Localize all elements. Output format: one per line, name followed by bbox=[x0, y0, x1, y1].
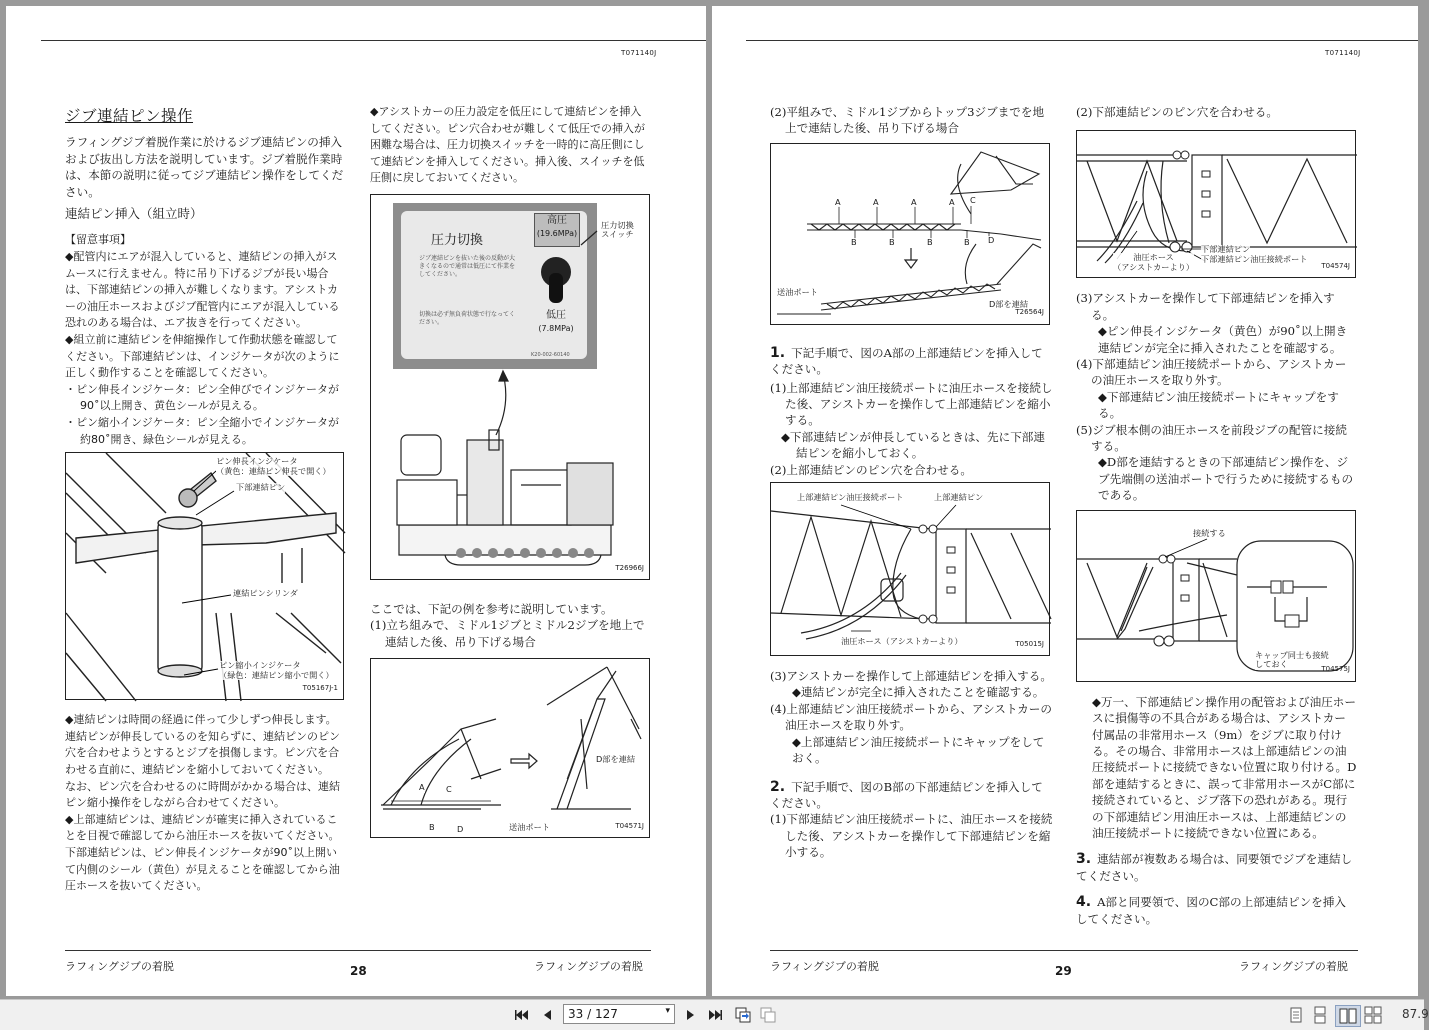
fig4-label-C: C bbox=[970, 194, 976, 205]
step-3-number: 3. bbox=[1076, 851, 1092, 868]
low-value: (7.8MPa) bbox=[538, 323, 574, 333]
step-1-text: 下記手順で、図のA部の上部連結ピンを挿入してください。 bbox=[770, 345, 1043, 377]
next-page-button[interactable] bbox=[682, 1005, 700, 1025]
vertical-assembly-drawing bbox=[371, 659, 651, 839]
fig4-label-A3: A bbox=[911, 196, 917, 207]
fig3-label-port: 送油ポート bbox=[509, 822, 550, 833]
chevron-down-icon: ▾ bbox=[665, 1006, 670, 1016]
single-page-view-button[interactable] bbox=[1286, 1005, 1306, 1025]
fig4-label-A1: A bbox=[835, 196, 841, 207]
figure-upper-pin bbox=[770, 482, 1050, 656]
right-page bbox=[712, 6, 1418, 996]
figure-id: T05015J bbox=[1015, 639, 1044, 648]
two-page-icon bbox=[1339, 1008, 1357, 1024]
fig4-label-B2: B bbox=[889, 236, 895, 247]
note-retract: なお、ピン穴を合わせるのに時間がかかる場合は、連結ピン縮小操作をしながら合わせてください。 bbox=[65, 779, 340, 810]
left-column-1 bbox=[65, 104, 345, 895]
fig4-label-B3: B bbox=[927, 236, 933, 247]
example-2: (2)平組みで、ミドル1ジブからトップ3ジブまでを地上で連結した後、吊り下げる場合 bbox=[770, 105, 1045, 136]
left-page bbox=[6, 6, 706, 996]
header-rule bbox=[41, 40, 706, 41]
step-2-text: 下記手順で、図のB部の下部連結ピンを挿入してください。 bbox=[770, 779, 1043, 810]
label-connect: 接続する bbox=[1193, 527, 1226, 538]
page-number: 28 bbox=[350, 964, 367, 978]
step-1 bbox=[770, 345, 1053, 378]
previous-page-icon bbox=[542, 1009, 552, 1021]
label-lower-pin: 下部連結ピン bbox=[236, 482, 286, 493]
assist-car-drawing bbox=[371, 195, 651, 581]
figure-hose-connection bbox=[1076, 510, 1356, 682]
step-1-note: ◆下部連結ピンが伸長しているときは、先に下部連結ピンを縮小しておく。 bbox=[781, 429, 1045, 461]
extract-button[interactable] bbox=[757, 1005, 779, 1025]
intro-text: ラフィングジブ着脱作業に於けるジブ連結ピンの挿入および抜出し方法を説明しています。ジブ着脱作業時は、本節の説明に従ってジブ連結ピン操作をしてください。 bbox=[65, 135, 344, 199]
right-column-2 bbox=[1076, 104, 1357, 927]
right-column-1 bbox=[770, 104, 1053, 861]
step-4-text: A部と同要領で、図のC部の上部連結ピンを挿入してください。 bbox=[1076, 895, 1346, 926]
continuous-page-icon bbox=[1313, 1007, 1327, 1023]
figure-pressure-switch bbox=[370, 194, 650, 580]
panel-instruction-1: ジブ連結ピンを抜いた後の反動が大きくなるので通常は低圧にて作業をしてください。 bbox=[419, 254, 516, 278]
step-2-item-4: (4)下部連結ピン油圧接続ポートから、アシストカーの油圧ホースを取り外す。 bbox=[1076, 357, 1347, 388]
header-code: T071140J bbox=[621, 49, 657, 57]
footer-title-left: ラフィングジブの着脱 bbox=[770, 960, 879, 973]
step-3-text: 連結部が複数ある場合は、同要領でジブを連結してください。 bbox=[1076, 852, 1353, 883]
step-2-note-1: ◆ピン伸長インジケータ（黄色）が90˚以上開き連結ピンが完全に挿入されたことを確認する。 bbox=[1098, 324, 1348, 355]
step-1-item-2: (2)上部連結ピンのピン穴を合わせる。 bbox=[770, 462, 972, 477]
panel-part-number: K20-002-60140 bbox=[531, 351, 570, 358]
fig3-label-C: C bbox=[446, 784, 452, 795]
step-2-item-3: (3)アシストカーを操作して下部連結ピンを挿入する。 bbox=[1076, 291, 1335, 322]
header-code: T071140J bbox=[1325, 49, 1361, 57]
figure-vertical-assembly bbox=[370, 658, 650, 838]
step-2-number: 2. bbox=[770, 778, 786, 795]
last-page-button[interactable] bbox=[705, 1005, 725, 1025]
figure-id: T05167J-1 bbox=[302, 683, 338, 692]
last-page-icon bbox=[708, 1009, 722, 1021]
two-page-continuous-icon bbox=[1364, 1007, 1382, 1023]
fig3-label-d-connect: D部を連結 bbox=[596, 754, 636, 765]
label-lower-pin-port: 下部連結ピン油圧接続ポート bbox=[1201, 254, 1308, 265]
label-upper-pin: 上部連結ピン bbox=[934, 492, 984, 503]
fig3-label-D: D bbox=[457, 824, 464, 835]
step-3 bbox=[1076, 851, 1357, 884]
footer-rule bbox=[65, 950, 651, 951]
figure-id: T26564J bbox=[1015, 308, 1044, 317]
label-retract-indicator: ピン縮小インジケータ （緑色：連結ピン縮小で開く） bbox=[219, 660, 334, 680]
two-page-continuous-button[interactable] bbox=[1363, 1005, 1383, 1025]
label-upper-pin-port: 上部連結ピン油圧接続ポート bbox=[797, 492, 904, 503]
paste-pages-icon bbox=[759, 1006, 777, 1024]
footer-title-right: ラフィングジブの着脱 bbox=[534, 960, 643, 973]
page-number-value: 33 / 127 bbox=[568, 1007, 618, 1021]
fig4-label-A4: A bbox=[949, 196, 955, 207]
step-1-note-3: ◆上部連結ピン油圧接続ポートにキャップをしておく。 bbox=[792, 734, 1045, 766]
fig4-label-d-connect: D部を連結 bbox=[989, 298, 1029, 309]
fig3-label-A: A bbox=[419, 782, 425, 793]
note-extension: ◆連結ピンは時間の経過に伴って少しずつ伸長します。連結ピンが伸長しているのを知らずに、連結ピンのピン穴を合わせようとするとジブを損傷します。ピン穴を合わせる直前に、連結ピンを縮小しておいてください。 bbox=[65, 713, 340, 776]
label-extend-indicator: ピン伸長インジケータ （黄色：連結ピン伸長で開く） bbox=[216, 456, 331, 476]
footer-title-left: ラフィングジブの着脱 bbox=[65, 960, 174, 973]
label-caps-connect: キャップ同士も接続 しておく bbox=[1255, 649, 1329, 670]
high-text: 高圧 bbox=[547, 214, 567, 226]
figure-id: T26966J bbox=[615, 563, 644, 572]
label-pressure-switch: 圧力切換 スイッチ bbox=[601, 219, 634, 240]
step-2-note-3: ◆D部を連結するときの下部連結ピン操作を、ジブ先端側の送油ポートで行うために接続するものである。 bbox=[1098, 455, 1354, 503]
warning-emergency-hose: ◆万一、下部連結ピン操作用の配管および油圧ホースに損傷等の不具合がある場合は、アシストカー付属品の非常用ホース（9m）をジブに取り付ける。その場合、非常用ホースは上部連結ピンの油圧接続ポートに接続できない位置に取り付ける。D部を連結するときに、誤って非常用ホースがC部に接続されていると、ジブ落下の恐れがある。現行の下部連結ピン用油圧ホースは、上部連結ピンの油圧接続ポートに接続できない位置にある。 bbox=[1092, 694, 1357, 840]
figure-id: T04574J bbox=[1321, 262, 1350, 270]
example-intro: ここでは、下記の例を参考に説明しています。 bbox=[370, 601, 613, 616]
fig4-label-B4: B bbox=[964, 236, 970, 247]
step-4 bbox=[1076, 894, 1357, 927]
page-number: 29 bbox=[1055, 964, 1072, 978]
notes-header: 【留意事項】 bbox=[65, 233, 131, 247]
label-hydraulic-hose: 油圧ホース（アシストカーより） bbox=[841, 636, 963, 647]
first-page-button[interactable] bbox=[512, 1005, 532, 1025]
step-2-item-5: (5)ジブ根本側の油圧ホースを前段ジブの配管に接続する。 bbox=[1076, 422, 1347, 454]
step-2-item-2: (2)下部連結ピンのピン穴を合わせる。 bbox=[1076, 105, 1278, 119]
step-1-number: 1. bbox=[770, 344, 786, 361]
panel-title: 圧力切換 bbox=[431, 232, 484, 248]
low-text: 低圧 bbox=[546, 309, 566, 321]
note-air: ◆配管内にエアが混入していると、連結ピンの挿入がスムースに行えません。特に吊り下げるジブが長い場合は、下部連結ピンの挿入が難しくなります。アシストカーの油圧ホースおよびジブ配管内にエアが混入している恐れのある場合は、エア抜きを行ってください。 bbox=[65, 250, 340, 330]
label-lower-pin: 下部連結ピン bbox=[1201, 244, 1251, 255]
figure-lower-pin bbox=[1076, 130, 1356, 278]
step-1-note-2: ◆連結ピンが完全に挿入されたことを確認する。 bbox=[792, 685, 1045, 700]
step-2 bbox=[770, 779, 1053, 812]
copy-pages-icon bbox=[734, 1006, 752, 1024]
subsection-title: 連結ピン挿入（組立時） bbox=[65, 206, 203, 222]
fig4-label-port: 送油ポート bbox=[777, 286, 818, 297]
pressure-note: ◆アシストカーの圧力設定を低圧にして連結ピンを挿入してください。ピン穴合わせが難しくて低圧での挿入が困難な場合は、圧力切換スイッチを一時的に高圧側にして連結ピンを挿入してください。挿入後、スイッチを低圧側に戻しておいてください。 bbox=[370, 105, 645, 185]
zoom-level[interactable]: 87.9 bbox=[1402, 1007, 1429, 1021]
figure-pin-cylinder bbox=[65, 452, 344, 700]
single-page-icon bbox=[1289, 1007, 1303, 1023]
section-title: ジブ連結ピン操作 bbox=[65, 107, 194, 125]
note-confirm: ◆上部連結ピンは、連結ピンが確実に挿入されていることを目視で確認してから油圧ホースを抜いてください。下部連結ピンは、ピン伸長インジケータが90˚以上開いて内側のシール（黄色）が見えることを確認してから油圧ホースを抜いてください。 bbox=[65, 812, 340, 893]
two-page-view-button[interactable] bbox=[1335, 1005, 1361, 1027]
fig4-label-D: D bbox=[988, 234, 995, 245]
fig4-label-B1: B bbox=[851, 236, 857, 247]
rotate-button[interactable] bbox=[732, 1005, 754, 1025]
header-rule bbox=[746, 40, 1418, 41]
step-4-number: 4. bbox=[1076, 894, 1092, 911]
continuous-view-button[interactable] bbox=[1310, 1005, 1330, 1025]
example-1: (1)立ち組みで、ミドル1ジブとミドル2ジブを地上で連結した後、吊り下げる場合 bbox=[370, 618, 645, 649]
step-1-item-1: (1)上部連結ピン油圧接続ポートに油圧ホースを接続した後、アシストカーを操作して上部連結ピンを縮小する。 bbox=[770, 380, 1053, 428]
label-hose-from-assist: 油圧ホース （アシストカーより） bbox=[1113, 252, 1195, 272]
note-check: ◆組立前に連結ピンを伸縮操作して作動状態を確認してください。下部連結ピンは、インジケータが次のように正しく動作することを確認してください。 bbox=[65, 333, 340, 380]
viewer-toolbar bbox=[0, 999, 1429, 1030]
upper-pin-drawing bbox=[771, 483, 1051, 657]
indicator-extend: ・ピン伸長インジケータ：ピン全伸びでインジケータが90˚以上開き、黄色シールが見える。 bbox=[65, 382, 340, 413]
step-1-item-4: (4)上部連結ピン油圧接続ポートから、アシストカーの油圧ホースを取り外す。 bbox=[770, 701, 1052, 733]
indicator-retract: ・ピン縮小インジケータ：ピン全縮小でインジケータが約80˚開き、緑色シールが見える。 bbox=[65, 415, 340, 446]
footer-rule bbox=[770, 950, 1358, 951]
figure-id: T04571J bbox=[615, 821, 644, 830]
label-pin-cylinder: 連結ピンシリンダ bbox=[233, 588, 298, 599]
panel-instruction-2: 切換は必ず無負荷状態で行なってください。 bbox=[419, 310, 516, 326]
first-page-icon bbox=[515, 1009, 529, 1021]
step-2-item-1: (1)下部連結ピン油圧接続ポートに、油圧ホースを接続した後、アシストカーを操作して下部連結ピンを縮小する。 bbox=[770, 812, 1053, 860]
footer-title-right: ラフィングジブの着脱 bbox=[1239, 960, 1348, 973]
figure-id: T04575J bbox=[1321, 665, 1350, 674]
fig4-label-A2: A bbox=[873, 196, 879, 207]
step-2-note-2: ◆下部連結ピン油圧接続ポートにキャップをする。 bbox=[1098, 389, 1339, 421]
left-column-2 bbox=[370, 104, 651, 838]
page-number-field[interactable] bbox=[563, 1004, 675, 1024]
previous-page-button[interactable] bbox=[538, 1005, 556, 1025]
figure-flat-assembly bbox=[770, 143, 1050, 325]
high-value: (19.6MPa) bbox=[536, 228, 578, 238]
step-1-item-3: (3)アシストカーを操作して上部連結ピンを挿入する。 bbox=[770, 669, 1052, 684]
fig3-label-B: B bbox=[429, 822, 435, 833]
next-page-icon bbox=[686, 1009, 696, 1021]
